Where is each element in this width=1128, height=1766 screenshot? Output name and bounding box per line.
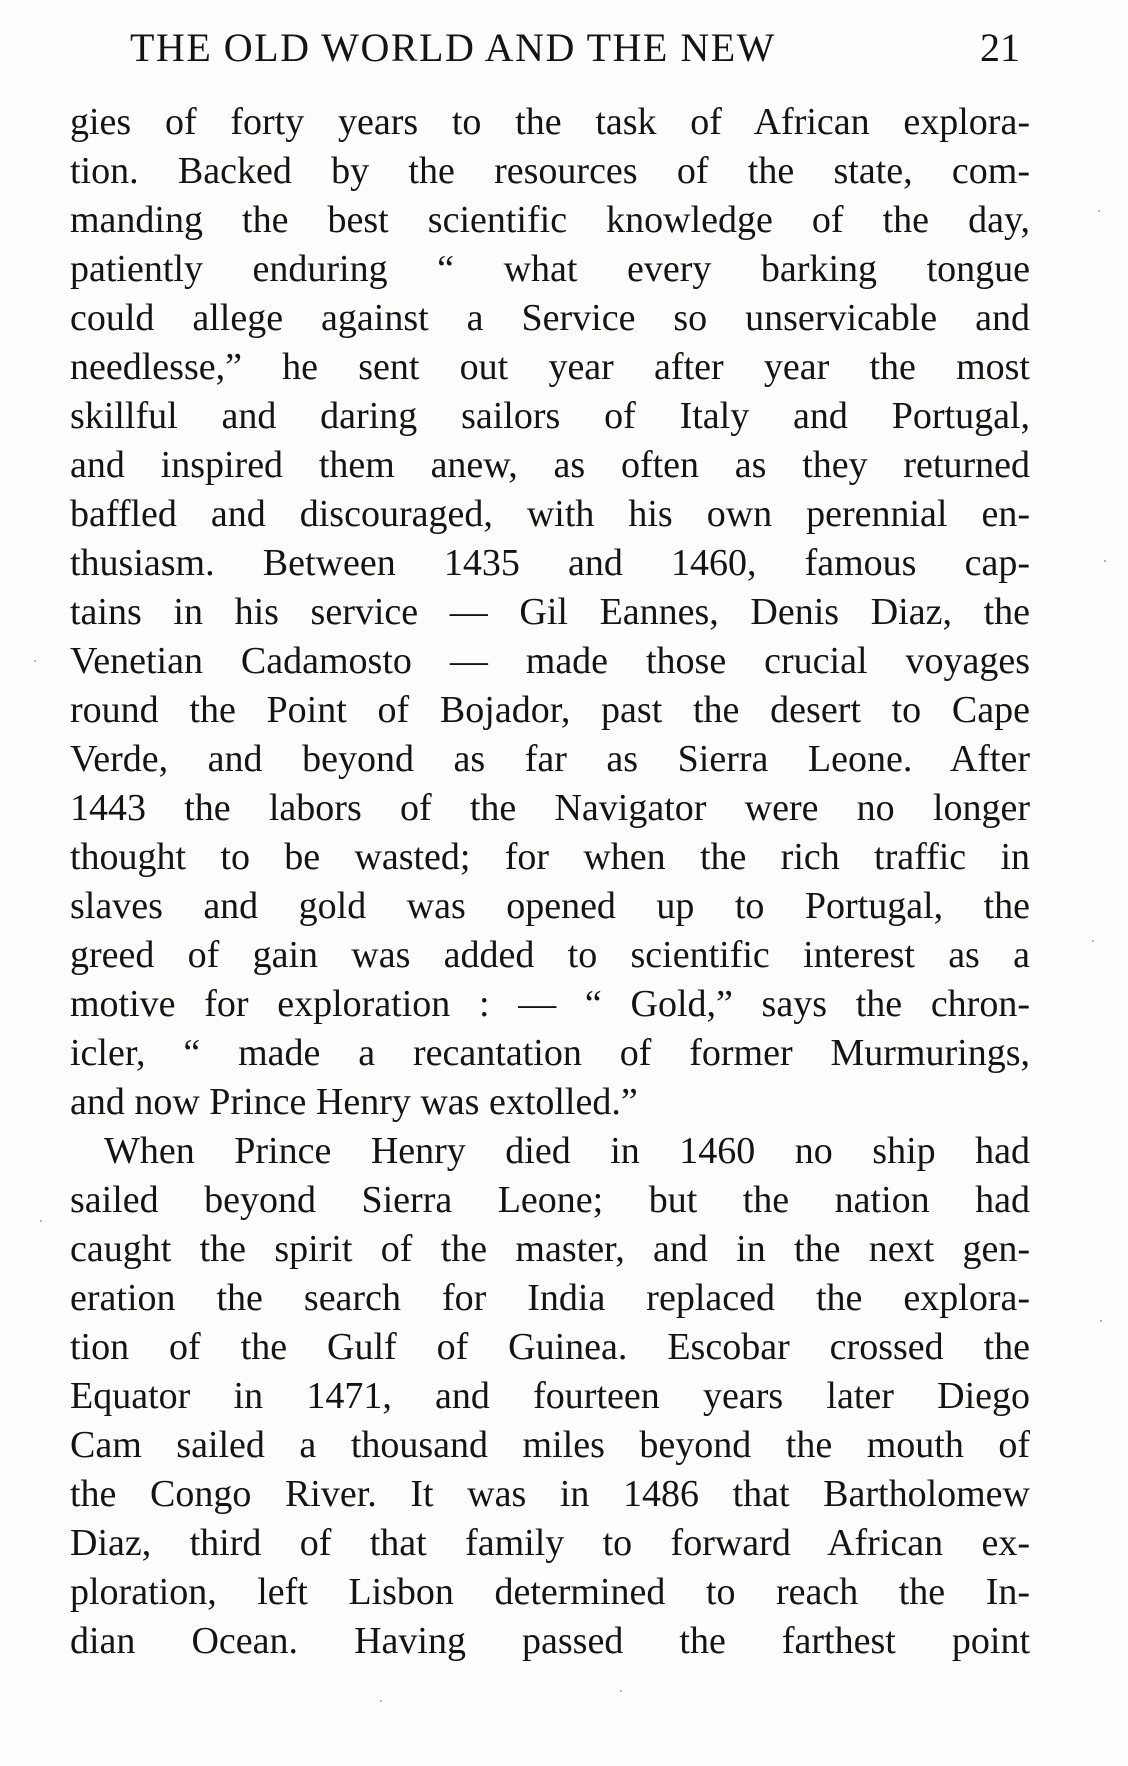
running-title: THE OLD WORLD AND THE NEW — [130, 25, 776, 70]
text-line: baffled and discouraged, with his own perennial en- — [70, 493, 1030, 535]
text-line: icler, “ made a recantation of former Murmurings, — [70, 1032, 1030, 1074]
text-line: Verde, and beyond as far as Sierra Leone. After — [70, 738, 1030, 780]
text-line: sailed beyond Sierra Leone; but the nation had — [70, 1179, 1030, 1221]
text-line: manding the best scientific knowledge of the day, — [70, 199, 1030, 241]
text-line: and inspired them anew, as often as they returned — [70, 444, 1030, 486]
body-text — [70, 98, 1030, 1666]
scan-speck — [620, 1690, 622, 1692]
text-line: patiently enduring “ what every barking tongue — [70, 248, 1030, 290]
text-line: the Congo River. It was in 1486 that Bartholomew — [70, 1473, 1030, 1515]
scan-speck — [1092, 940, 1094, 942]
text-line: and now Prince Henry was extolled.” — [70, 1081, 638, 1123]
scan-speck — [1098, 210, 1100, 212]
text-line: caught the spirit of the master, and in the next gen- — [70, 1228, 1030, 1270]
scan-speck — [380, 1700, 382, 1702]
text-line: Diaz, third of that family to forward African ex- — [70, 1522, 1030, 1564]
text-line: Cam sailed a thousand miles beyond the mouth of — [70, 1424, 1030, 1466]
paragraph-2 — [70, 1127, 1030, 1666]
scan-speck — [34, 660, 36, 662]
text-line: thusiasm. Between 1435 and 1460, famous cap- — [70, 542, 1030, 584]
text-line: When Prince Henry died in 1460 no ship had — [104, 1130, 1030, 1172]
text-line: tion of the Gulf of Guinea. Escobar crossed the — [70, 1326, 1030, 1368]
text-line: round the Point of Bojador, past the desert to Cape — [70, 689, 1030, 731]
scan-speck — [1104, 560, 1106, 562]
text-line: skillful and daring sailors of Italy and Portugal, — [70, 395, 1030, 437]
text-line: gies of forty years to the task of African explora- — [70, 101, 1030, 143]
page-number: 21 — [980, 25, 1020, 70]
scan-speck — [40, 1220, 42, 1222]
text-line: tion. Backed by the resources of the state, com- — [70, 150, 1030, 192]
text-line: tains in his service — Gil Eannes, Denis Diaz, the — [70, 591, 1030, 633]
text-line: Venetian Cadamosto — made those crucial voyages — [70, 640, 1030, 682]
text-line: needlesse,” he sent out year after year the most — [70, 346, 1030, 388]
running-head — [120, 20, 1030, 76]
text-line: could allege against a Service so unservicable and — [70, 297, 1030, 339]
text-line: dian Ocean. Having passed the farthest point — [70, 1620, 1030, 1662]
text-line: 1443 the labors of the Navigator were no longer — [70, 787, 1030, 829]
text-line: Equator in 1471, and fourteen years later Diego — [70, 1375, 1030, 1417]
text-line: slaves and gold was opened up to Portugal, the — [70, 885, 1030, 927]
text-line: ploration, left Lisbon determined to reach the In- — [70, 1571, 1030, 1613]
paragraph-1 — [70, 98, 1030, 1127]
text-line: greed of gain was added to scientific interest as a — [70, 934, 1030, 976]
text-line: thought to be wasted; for when the rich traffic in — [70, 836, 1030, 878]
text-line: motive for exploration : — “ Gold,” says the chron- — [70, 983, 1030, 1025]
scan-speck — [1100, 1320, 1102, 1322]
text-line: eration the search for India replaced the explora- — [70, 1277, 1030, 1319]
